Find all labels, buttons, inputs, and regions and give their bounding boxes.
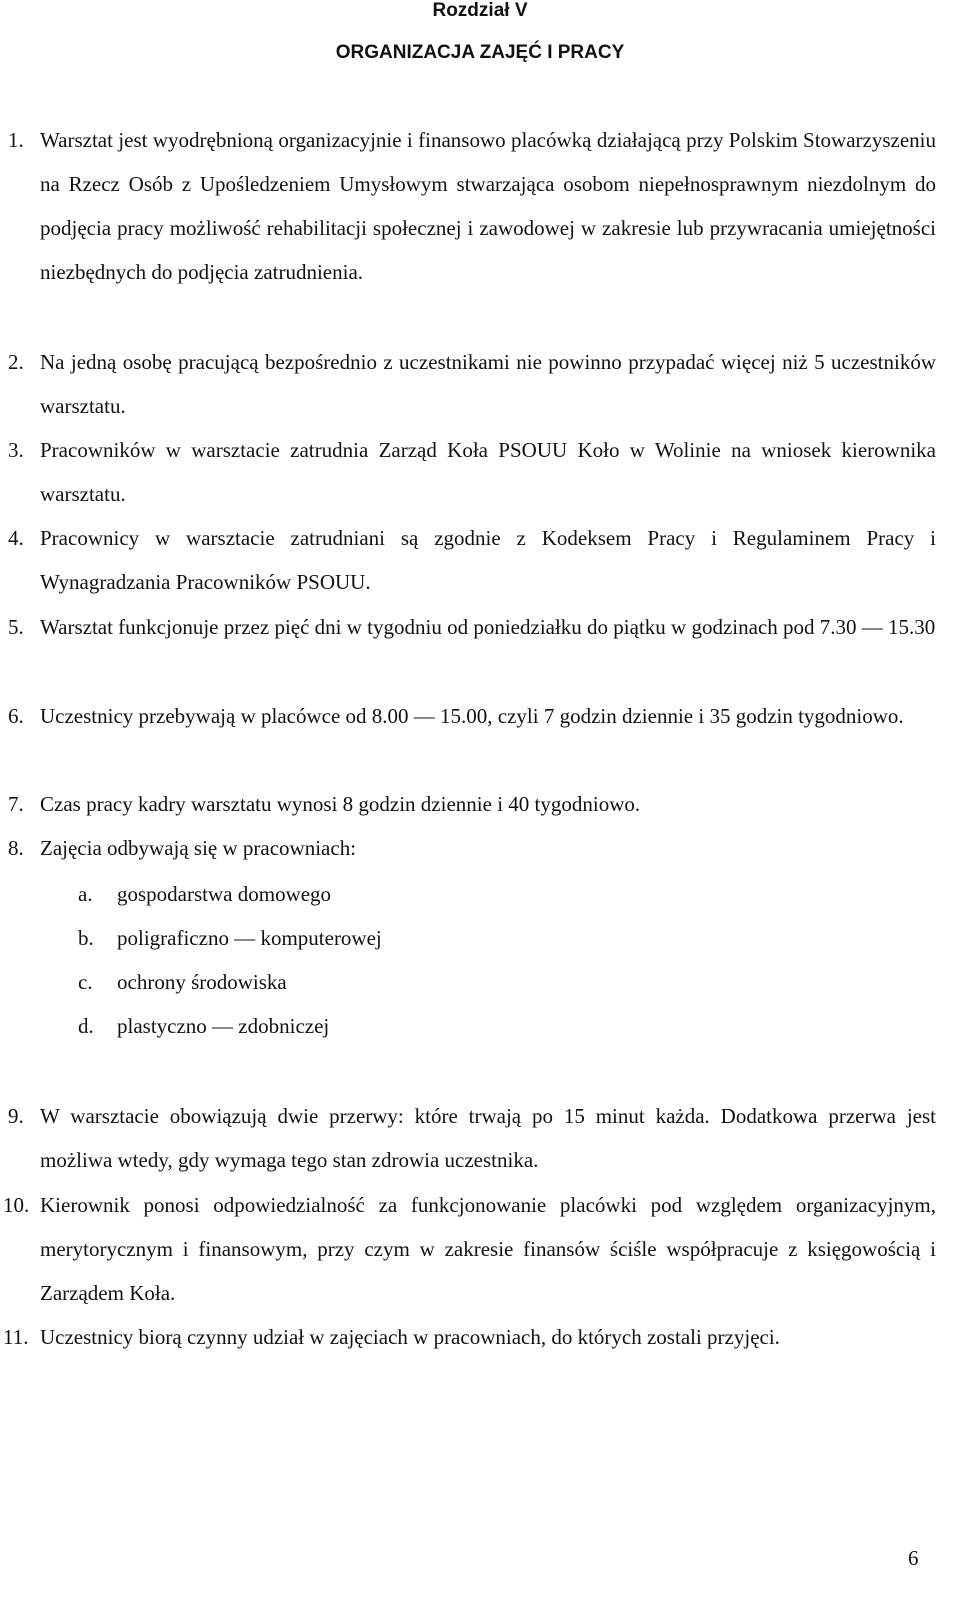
workshop-letter: d. <box>78 1014 94 1038</box>
page-number: 6 <box>908 1546 919 1570</box>
item-text: Pracownicy w warsztacie zatrudniani są zgodnie z Kodeksem Pracy i Regulaminem Pracy i Wynagradzania Pracowników PSOUU. <box>40 526 936 594</box>
list-item-8 <box>8 826 936 870</box>
item-text: Kierownik ponosi odpowiedzialność za funkcjonowanie placówki pod względem organizacyjnym, merytorycznym i finansowym, przy czym w zakresie finansów ściśle współpracuje z księgowością i Zarządem Koła. <box>40 1193 936 1305</box>
chapter-heading: Rozdział V <box>432 0 528 21</box>
workshop-letter: c. <box>78 970 93 994</box>
item-number: 8. <box>8 836 24 860</box>
item-number: 9. <box>8 1104 24 1128</box>
workshop-letter: b. <box>78 926 94 950</box>
workshop-name: plastyczno ― zdobniczej <box>117 1014 330 1038</box>
list-item-10 <box>3 1183 936 1315</box>
item-number: 11. <box>3 1325 29 1349</box>
item-number: 10. <box>3 1193 30 1217</box>
workshop-item-d <box>78 1004 329 1048</box>
workshop-item-b <box>78 916 382 960</box>
list-item-5 <box>8 605 936 649</box>
workshop-name: poligraficzno ― komputerowej <box>117 926 382 950</box>
list-item-4 <box>8 516 936 604</box>
list-item-7 <box>8 782 936 826</box>
item-text: Zajęcia odbywają się w pracowniach: <box>40 836 357 860</box>
list-item-1 <box>8 118 936 294</box>
workshop-name: ochrony środowiska <box>117 970 287 994</box>
item-text: Pracowników w warsztacie zatrudnia Zarząd Koła PSOUU Koło w Wolinie na wniosek kierownika warsztatu. <box>40 438 936 506</box>
item-number: 6. <box>8 704 24 728</box>
item-text: Warsztat funkcjonuje przez pięć dni w tygodniu od poniedziałku do piątku w godzinach pod 7.30 ― 15.30 <box>40 615 936 639</box>
item-number: 3. <box>8 438 24 462</box>
item-text: Czas pracy kadry warsztatu wynosi 8 godzin dziennie i 40 tygodniowo. <box>40 792 641 816</box>
item-number: 4. <box>8 526 24 550</box>
item-text: Na jedną osobę pracującą bezpośrednio z uczestnikami nie powinno przypadać więcej niż 5 uczestników warsztatu. <box>40 350 936 418</box>
list-item-6 <box>8 694 936 738</box>
item-number: 7. <box>8 792 24 816</box>
item-text: W warsztacie obowiązują dwie przerwy: które trwają po 15 minut każda. Dodatkowa przerwa jest możliwa wtedy, gdy wymaga tego stan zdrowia uczestnika. <box>40 1104 936 1172</box>
item-text: Warsztat jest wyodrębnioną organizacyjnie i finansowo placówką działającą przy Polskim Stowarzyszeniu na Rzecz Osób z Upośledzeniem Umysłowym stwarzająca osobom niepełnosprawnym niezdolnym do podjęcia pracy możliwość rehabilitacji społecznej i zawodowej w zakresie lub przywracania umiejętności niezbędnych do podjęcia zatrudnienia. <box>40 128 936 284</box>
section-title: ORGANIZACJA ZAJĘĆ I PRACY <box>335 42 625 63</box>
workshop-letter: a. <box>78 882 93 906</box>
item-number: 2. <box>8 350 24 374</box>
list-item-11 <box>3 1315 936 1359</box>
workshop-name: gospodarstwa domowego <box>117 882 332 906</box>
list-item-2 <box>8 340 936 428</box>
item-number: 5. <box>8 615 24 639</box>
list-item-3 <box>8 428 936 516</box>
workshop-item-a <box>78 872 331 916</box>
workshop-item-c <box>78 960 287 1004</box>
item-text: Uczestnicy przebywają w placówce od 8.00 ― 15.00, czyli 7 godzin dziennie i 35 godzin tygodniowo. <box>40 704 904 728</box>
list-item-9 <box>8 1094 936 1182</box>
item-text: Uczestnicy biorą czynny udział w zajęciach w pracowniach, do których zostali przyjęci. <box>40 1325 780 1349</box>
item-number: 1. <box>8 128 24 152</box>
